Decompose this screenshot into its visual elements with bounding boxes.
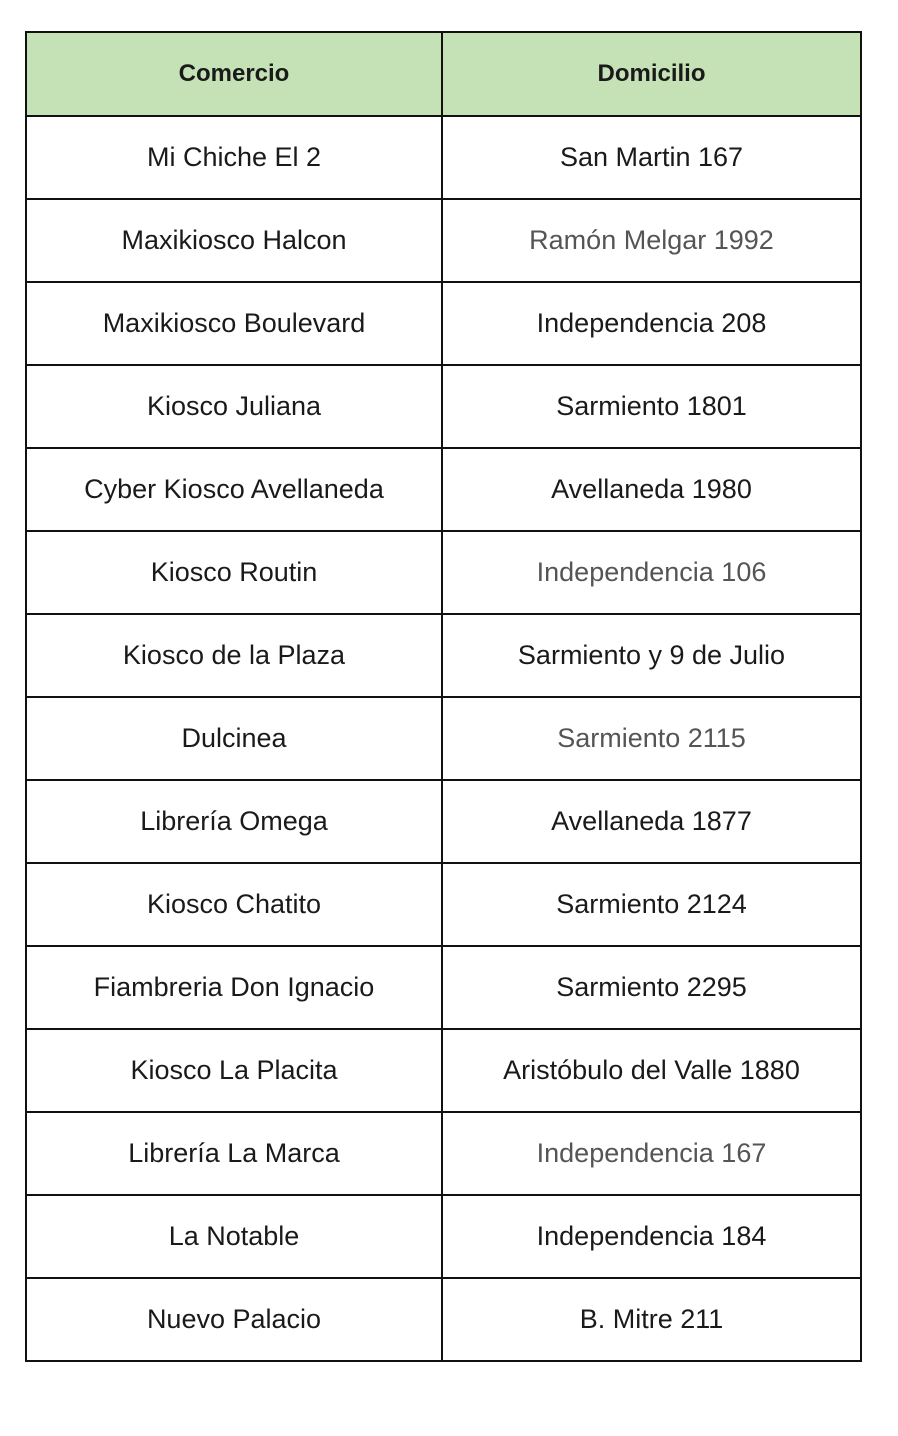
table-row [26,1195,861,1278]
cell-comercio: Nuevo Palacio [26,1278,442,1361]
header-row [26,32,861,116]
cell-domicilio: Sarmiento 2124 [442,863,861,946]
table-row [26,863,861,946]
cell-comercio: Maxikiosco Boulevard [26,282,442,365]
table-body [26,116,861,1361]
cell-comercio: Dulcinea [26,697,442,780]
cell-domicilio: Sarmiento 2115 [442,697,861,780]
table-row [26,365,861,448]
cell-comercio: Kiosco Chatito [26,863,442,946]
cell-comercio: Fiambreria Don Ignacio [26,946,442,1029]
cell-domicilio: Independencia 184 [442,1195,861,1278]
cell-domicilio: Sarmiento y 9 de Julio [442,614,861,697]
cell-comercio: Librería Omega [26,780,442,863]
cell-comercio: Maxikiosco Halcon [26,199,442,282]
table-row [26,614,861,697]
cell-comercio: Kiosco Juliana [26,365,442,448]
table-row [26,946,861,1029]
table-row [26,282,861,365]
table-row [26,1029,861,1112]
table-row [26,116,861,199]
cell-domicilio: Independencia 208 [442,282,861,365]
cell-comercio: Mi Chiche El 2 [26,116,442,199]
cell-comercio: Kiosco de la Plaza [26,614,442,697]
cell-domicilio: Independencia 106 [442,531,861,614]
table-row [26,1278,861,1361]
cell-comercio: Librería La Marca [26,1112,442,1195]
cell-domicilio: Sarmiento 2295 [442,946,861,1029]
cell-domicilio: Aristóbulo del Valle 1880 [442,1029,861,1112]
commerce-table-container [25,31,860,1362]
cell-comercio: Cyber Kiosco Avellaneda [26,448,442,531]
cell-domicilio: San Martin 167 [442,116,861,199]
cell-domicilio: Avellaneda 1877 [442,780,861,863]
cell-domicilio: Ramón Melgar 1992 [442,199,861,282]
cell-domicilio: Avellaneda 1980 [442,448,861,531]
commerce-table [25,31,862,1362]
header-domicilio: Domicilio [442,32,861,116]
table-row [26,780,861,863]
cell-comercio: Kiosco La Placita [26,1029,442,1112]
cell-domicilio: B. Mitre 211 [442,1278,861,1361]
table-row [26,697,861,780]
cell-domicilio: Independencia 167 [442,1112,861,1195]
table-row [26,199,861,282]
table-row [26,531,861,614]
table-header [26,32,861,116]
cell-comercio: Kiosco Routin [26,531,442,614]
cell-domicilio: Sarmiento 1801 [442,365,861,448]
table-row [26,448,861,531]
cell-comercio: La Notable [26,1195,442,1278]
table-row [26,1112,861,1195]
header-comercio: Comercio [26,32,442,116]
